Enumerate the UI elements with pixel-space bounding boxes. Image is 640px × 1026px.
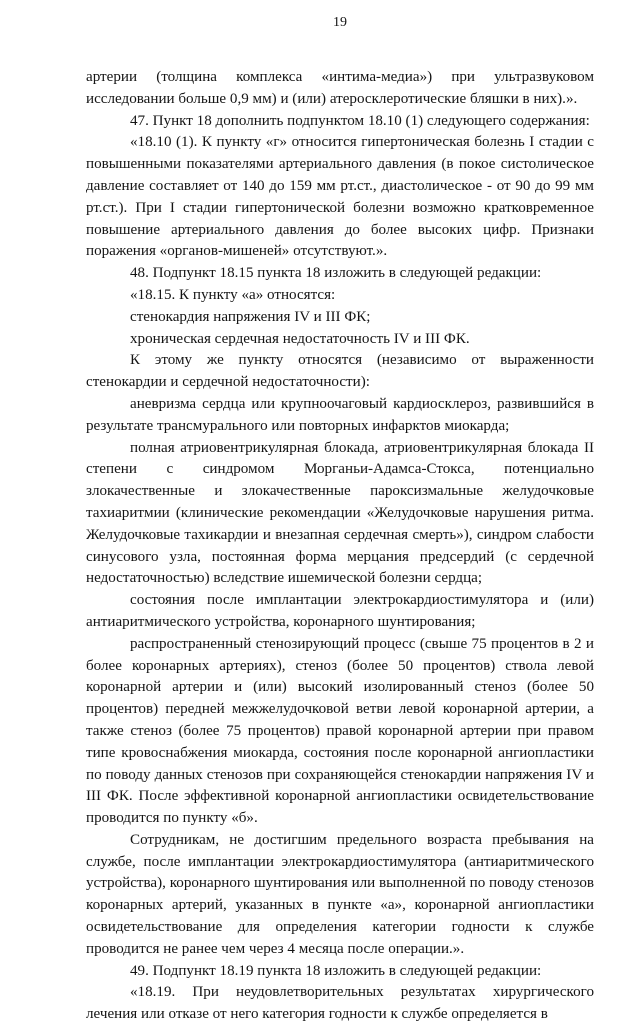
paragraph-item-47: 47. Пункт 18 дополнить подпунктом 18.10 (1) следующего содержания: [130,112,590,129]
list-item-aneurysm: аневризма сердца или крупноочаговый кардиосклероз, развившийся в результате трансмурального или повторных инфарктов миокарда; [86,395,594,434]
paragraph-18-15: «18.15. К пункту «а» относятся: [130,286,336,303]
paragraph-18-10-1: «18.10 (1). К пункту «г» относится гипертоническая болезнь I стадии с повышенными показателями артериального давления (в покое систолическое давление составляет от 140 до 159 мм рт.ст., диастолическое - от 90 до 99 мм рт.ст.). При I стадии гипертонической болезни возможно кратковременное повышение артериального давления до более высоких цифр. Признаки поражения «органов-мишеней» отсутствуют.». [86,134,594,260]
list-item-heart-failure: хроническая сердечная недостаточность IV и III ФК. [130,330,470,347]
list-item-angina: стенокардия напряжения IV и III ФК; [130,308,371,325]
paragraph-also-applies: К этому же пункту относятся (независимо от выраженности стенокардии и сердечной недостаточности): [86,352,594,391]
paragraph-18-19: «18.19. При неудовлетворительных результатах хирургического лечения или отказе от него категория годности к службе определяется в [86,984,594,1023]
paragraph-item-48: 48. Подпункт 18.15 пункта 18 изложить в следующей редакции: [130,265,542,282]
paragraph-continuation: артерии (толщина комплекса «интима-медиа») при ультразвуковом исследовании больше 0,9 мм) и (или) атеросклеротические бляшки в них).». [86,69,594,107]
list-item-pacemaker: состояния после имплантации электрокардиостимулятора и (или) антиаритмического устройства, коронарного шунтирования; [86,592,594,630]
list-item-stenosis: распространенный стенозирующий процесс (свыше 75 процентов в 2 и более коронарных артериях), стеноз (более 50 процентов) ствола левой коронарной артерии и (или) высокий изолированный стеноз (более 50 процентов) передней межжелудочковой ветви левой коронарной артерии, а также стеноз (более 75 процентов) правой коронарной артерии при правом типе кровоснабжения миокарда, состояния после коронарной ангиопластики по поводу данных стенозов при сохраняющейся стенокардии напряжения IV и III ФК. После эффективной коронарной ангиопластики освидетельствование проводится по пункту «б». [86,635,594,827]
paragraph-employees: Сотрудникам, не достигшим предельного возраста пребывания на службе, после имплантации электрокардиостимулятора (антиаритмического устройства), коронарного шунтирования или выполненной по поводу стенозов коронарных артерий, указанных в пункте «а», коронарной ангиопластики освидетельствование для определения категории годности к службе проводится не ранее чем через 4 месяца после операции.». [86,831,594,957]
paragraph-item-49: 49. Подпункт 18.19 пункта 18 изложить в следующей редакции: [130,962,542,979]
list-item-av-block: полная атриовентрикулярная блокада, атриовентрикулярная блокада II степени с синдромом Морганьи-Адамса-Стокса, потенциально злокачественные и злокачественные пароксизмальные желудочковые тахиаритмии (клинические рекомендации «Желудочковые нарушения ритма. Желудочковые тахикардии и внезапная сердечная смерть»), синдром слабости синусового узла, постоянная форма мерцания предсердий (с сердечной недостаточностью) вследствие ишемической болезни сердца; [86,439,594,587]
page-number: 19 [333,15,347,30]
document-body [86,67,594,1026]
